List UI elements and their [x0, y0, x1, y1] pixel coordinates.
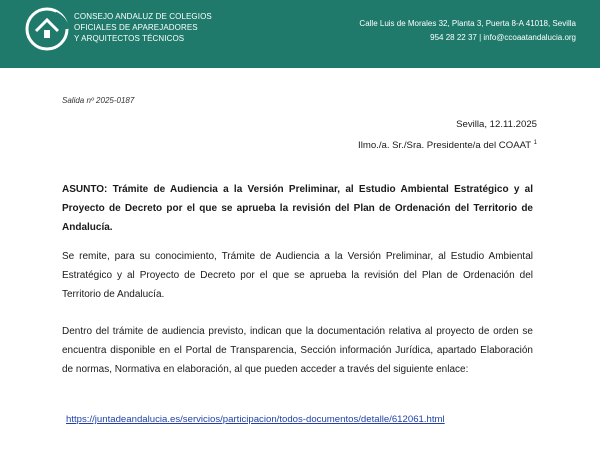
letterhead — [0, 0, 600, 68]
reference-number: Salida nº 2025-0187 — [62, 96, 135, 105]
org-name-line-1: CONSEJO ANDALUZ DE COLEGIOS — [74, 12, 212, 21]
address-text: Calle Luis de Morales 32, Planta 3, Puerta 8-A 41018, Sevilla — [359, 19, 576, 28]
recipient-text: Ilmo./a. Sr./Sra. Presidente/a del COAAT — [358, 140, 531, 152]
letter-subject: ASUNTO: Trámite de Audiencia a la Versión Preliminar, al Estudio Ambiental Estratégico y al Proyecto de Decreto por el que se aprueba la revisión del Plan de Ordenación del Territorio de Andalucía. — [62, 184, 533, 233]
phone-email-text: 954 28 22 37 | info@ccoaatandalucia.org — [430, 33, 576, 42]
org-name-line-2: OFICIALES DE APAREJADORES — [74, 23, 198, 32]
date-recipient-block — [358, 115, 537, 155]
letter-date: Sevilla, 12.11.2025 — [456, 119, 537, 130]
org-name-line-3: Y ARQUITECTOS TÉCNICOS — [74, 34, 185, 43]
body-paragraph-1: Se remite, para su conocimiento, Trámite de Audiencia a la Versión Preliminar, al Estudio Ambiental Estratégico y al Proyecto de Decreto por el que se aprueba la revisión del Plan de Ordenación del Territorio de Andalucía. — [62, 251, 533, 300]
contact-info — [359, 17, 576, 45]
organization-name — [74, 11, 212, 44]
body-paragraph-2: Dentro del trámite de audiencia previsto, indican que la documentación relativa al proyecto de orden se encuentra disponible en el Portal de Transparencia, Sección información Jurídica, apartado Elaboración de normas, Normativa en elaboración, al que pueden acceder a través del siguiente enlace: — [62, 326, 533, 375]
recipient-line — [358, 134, 537, 155]
house-circle-logo-icon — [24, 6, 70, 52]
document-link[interactable]: https://juntadeandalucia.es/servicios/participacion/todos-documentos/detalle/612061.html — [66, 414, 445, 425]
footnote-marker: 1 — [533, 140, 537, 146]
